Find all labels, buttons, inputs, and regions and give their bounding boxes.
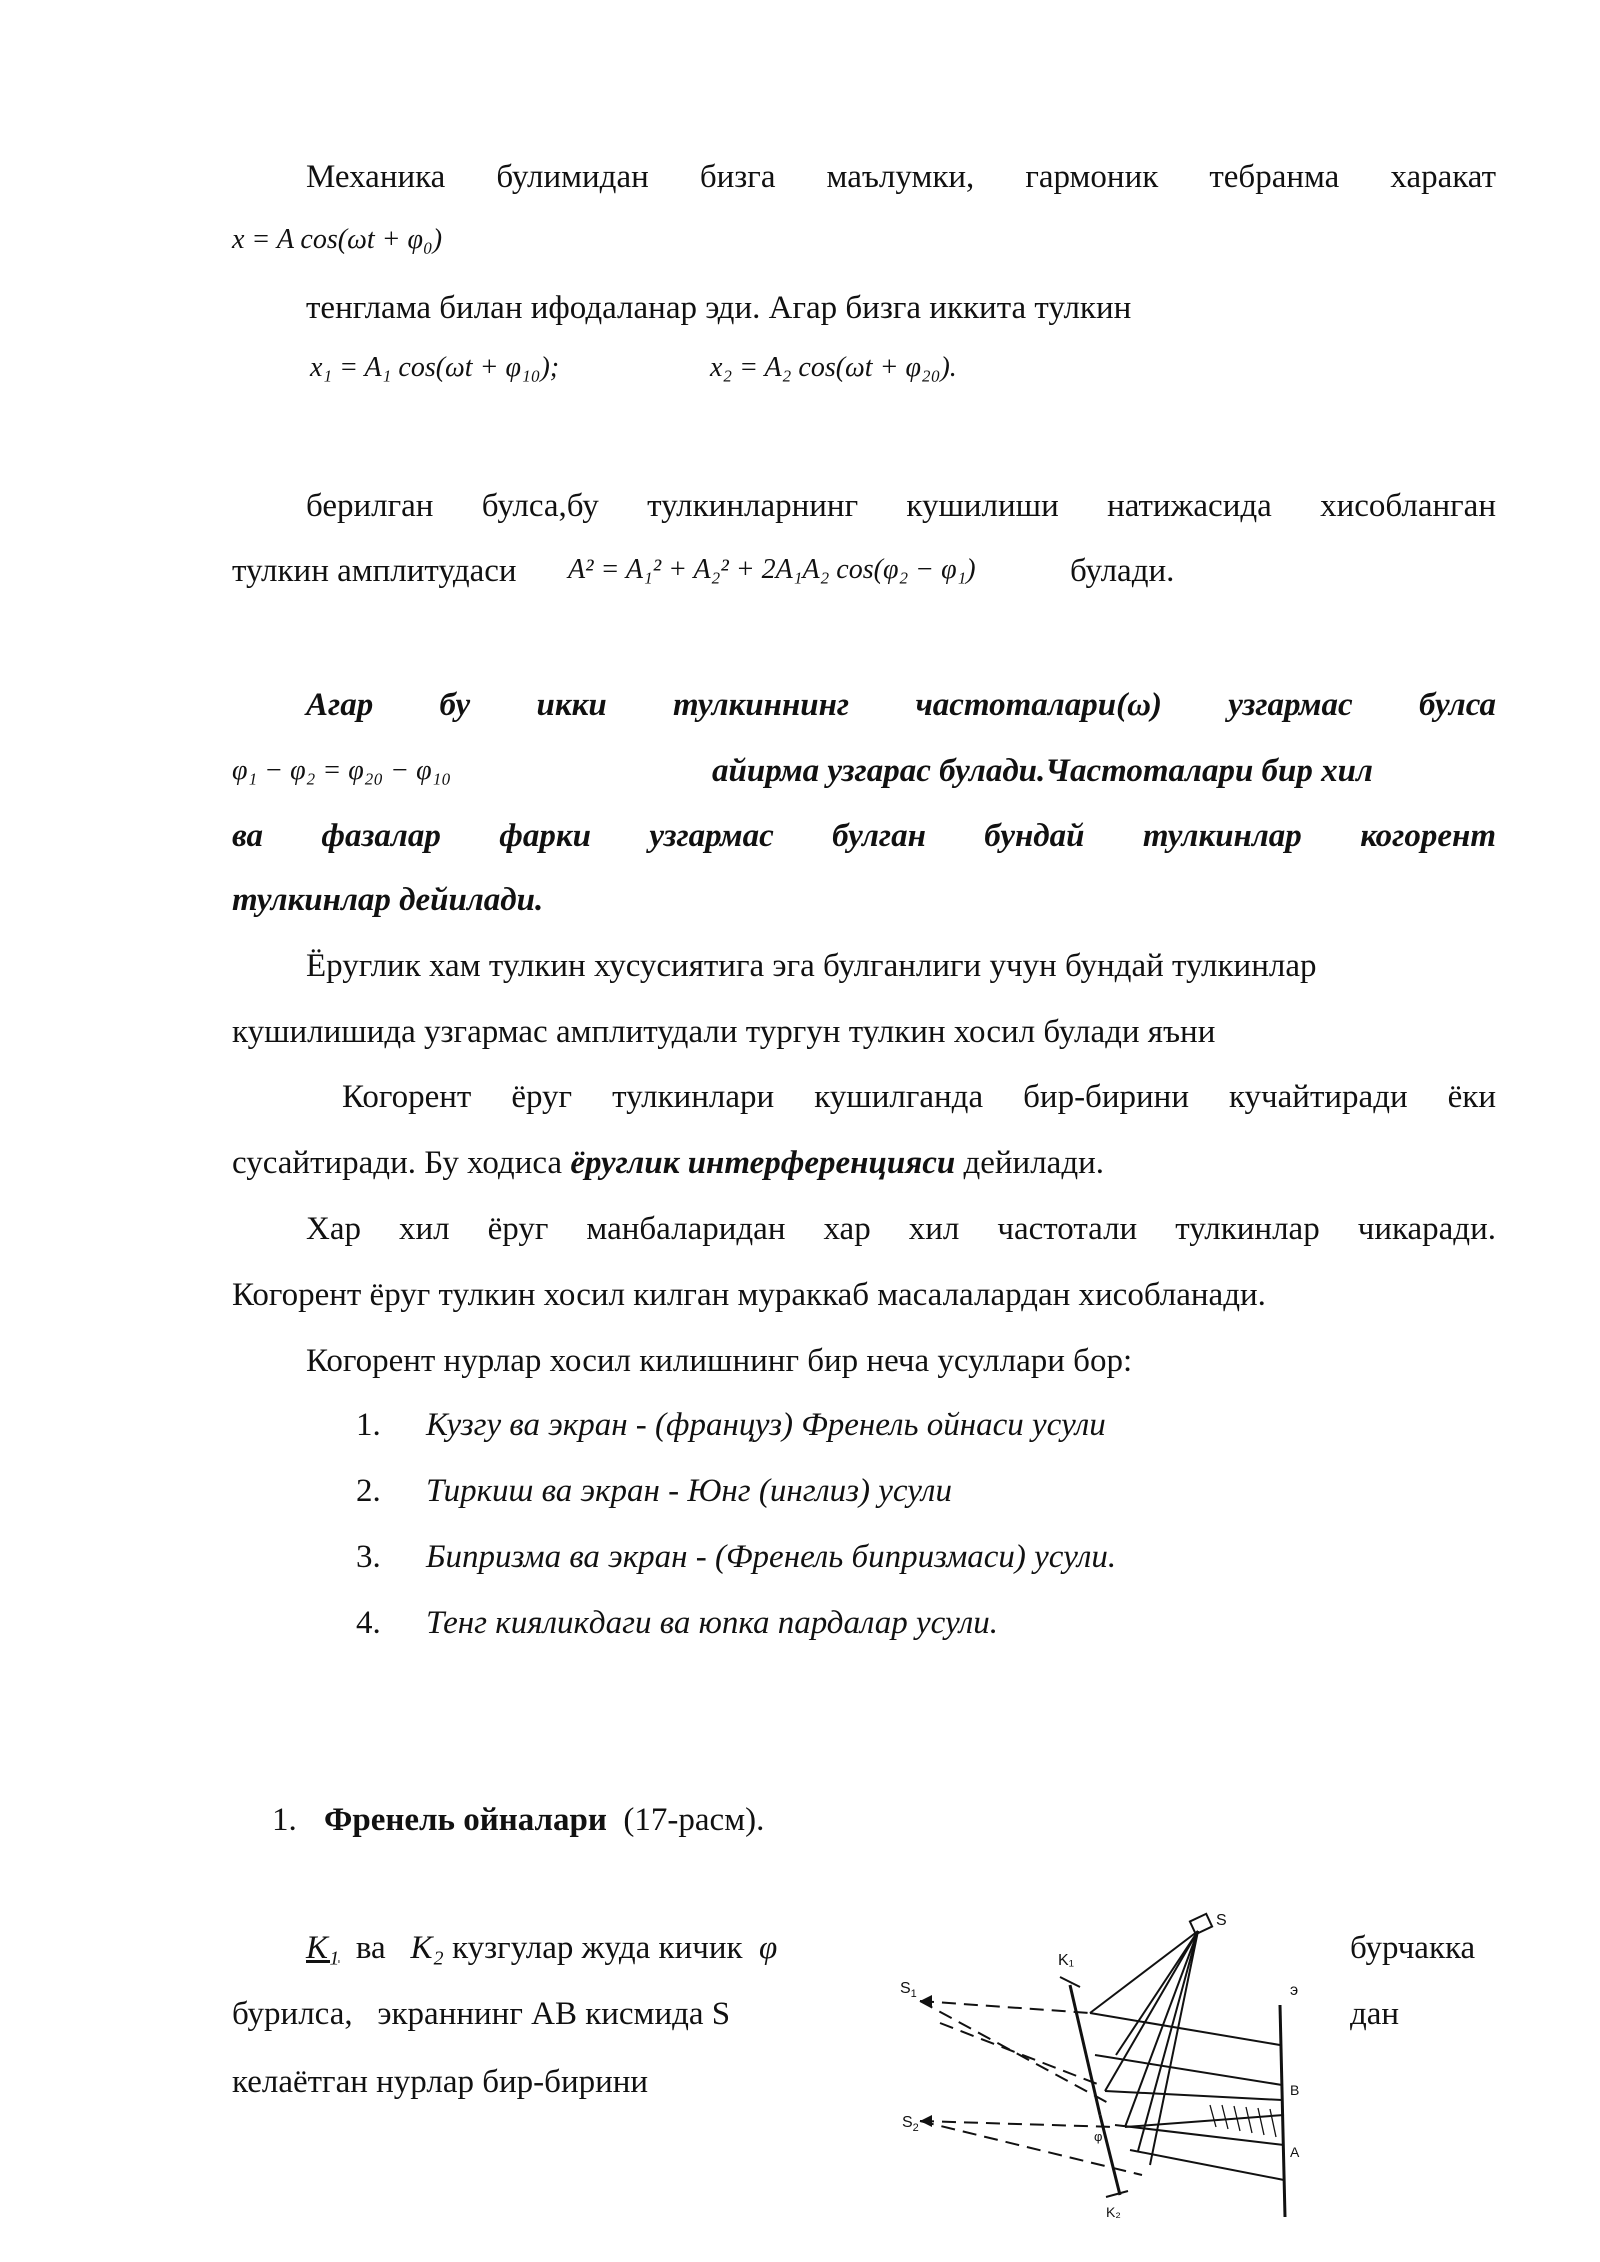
list-item-text: Тиркиш ва экран - Юнг (инглиз) усули <box>426 1473 952 1509</box>
para7-line2: Когорент ёруг тулкин хосил килган мураккаб масалалардан хисобланади. <box>232 1277 1266 1313</box>
list-item <box>356 1405 1106 1445</box>
list-item-number: 1. <box>356 1407 381 1443</box>
angle-phi: φ <box>759 1930 778 1966</box>
equation-wave-1: x₁ = A₁ cos(ωt + φ₁₀); <box>310 352 560 383</box>
para1-line1: Механика булимидан бизга маълумки, гармоник тебранма харакат <box>306 159 1496 195</box>
para3-line2-end: булади. <box>1070 553 1175 589</box>
figure-label-e: э <box>1290 1982 1299 1999</box>
figure-label-s1-letter: S <box>900 1980 911 1997</box>
para5-line2: кушилишида узгармас амплитудали тургун тулкин хосил булади яъни <box>232 1014 1216 1050</box>
figure-label-s1-subscript: 1 <box>910 1988 917 2000</box>
list-item <box>356 1537 1116 1577</box>
para3-line1: берилган булса,бу тулкинларнинг кушилиши натижасида хисобланган <box>306 488 1496 524</box>
list-item-text: Кузгу ва экран - (француз) Френель ойнаси усули <box>426 1407 1106 1443</box>
equation-amplitude: A² = A₁² + A₂² + 2A₁A₂ cos(φ₂ − φ₁) <box>568 554 976 585</box>
para9-line1-rest: кузгулар жуда кичик <box>452 1930 743 1966</box>
mirror-k2-label: К₂ <box>410 1930 444 1966</box>
list-item-number: 4. <box>356 1605 381 1641</box>
para9-line2-left <box>232 1994 730 2034</box>
para9-line2-right: дан <box>1350 1996 1400 2032</box>
and-word: ва <box>355 1930 386 1966</box>
list-item-text: Тенг кияликдаги ва юпка пардалар усули. <box>426 1605 998 1641</box>
list-item-text: Бипризма ва экран - (Френель бипризмаси) усули. <box>426 1539 1117 1575</box>
para4-line4: тулкинлар дейилади. <box>232 882 544 918</box>
light-source-icon <box>1190 1914 1212 1934</box>
list-item <box>356 1471 952 1511</box>
section-heading <box>272 1800 764 1840</box>
para6-line2-start: сусайтиради. Бу ходиса <box>232 1145 571 1181</box>
section-number: 1. <box>272 1802 297 1838</box>
figure-reference: (17-расм). <box>623 1802 765 1838</box>
para5-line1: Ёруглик хам тулкин хусусиятига эга булганлиги учун бундай тулкинлар <box>306 948 1317 984</box>
para6-line1: Когорент ёруг тулкинлари кушилганда бир-бирини кучайтиради ёки <box>342 1079 1496 1115</box>
screen <box>1280 2005 1285 2217</box>
figure-label-s2-letter: S <box>902 2114 913 2131</box>
list-item-number: 2. <box>356 1473 381 1509</box>
figure-label-a: A <box>1290 2144 1300 2160</box>
figure-label-s: S <box>1216 1912 1227 1929</box>
figure-label-s1 <box>900 1980 917 2000</box>
para3-line2-start: тулкин амплитудаси <box>232 553 517 589</box>
equation-phase-difference: φ₁ − φ₂ = φ₂₀ − φ₁₀ <box>232 755 452 786</box>
para6-line2-end: дейилади. <box>955 1145 1105 1181</box>
figure-label-b: B <box>1290 2082 1300 2098</box>
figure-label-s2-subscript: 2 <box>912 2122 919 2134</box>
fresnel-mirrors-figure <box>880 1895 1340 2255</box>
section-title: Френель ойналари <box>324 1802 607 1838</box>
para4-line2: айирма узгарас булади.Частоталари бир хил <box>712 753 1373 789</box>
para9-line2-comma: , <box>344 1996 353 2032</box>
figure-label-k1: K₁ <box>1058 1952 1075 1969</box>
list-item <box>356 1603 998 1643</box>
para9-line2-b: экраннинг АВ кисмида S <box>377 1996 731 2032</box>
para9-line1-left <box>306 1928 777 1968</box>
equation-harmonic: x = A cos(ωt + φ₀) <box>232 224 443 255</box>
interference-term: ёруглик интерференцияси <box>570 1145 956 1181</box>
para9-line3: келаётган нурлар бир-бирини <box>232 2064 649 2100</box>
para8-line1: Когорент нурлар хосил килишнинг бир неча усуллари бор: <box>306 1343 1133 1379</box>
list-item-number: 3. <box>356 1539 381 1575</box>
para9-line1-right: бурчакка <box>1350 1930 1476 1966</box>
figure-label-s2 <box>902 2114 919 2134</box>
figure-label-k2: K₂ <box>1106 2204 1121 2220</box>
para7-line1: Хар хил ёруг манбаларидан хар хил частотали тулкинлар чикаради. <box>306 1211 1496 1247</box>
mirror-k1-label: К₁ <box>306 1930 340 1966</box>
para2-line1: тенглама билан ифодаланар эди. Агар бизга иккита тулкин <box>306 290 1132 326</box>
para6-line2 <box>232 1143 1104 1183</box>
para9-line2-a: бурилса <box>232 1996 345 2032</box>
figure-label-phi: φ <box>1094 2129 1103 2144</box>
equation-wave-2: x₂ = A₂ cos(ωt + φ₂₀). <box>710 352 957 383</box>
para4-line3: ва фазалар фарки узгармас булган бундай тулкинлар когорент <box>232 818 1496 854</box>
para4-line1: Агар бу икки тулкиннинг частоталари(ω) узгармас булса <box>306 687 1496 723</box>
